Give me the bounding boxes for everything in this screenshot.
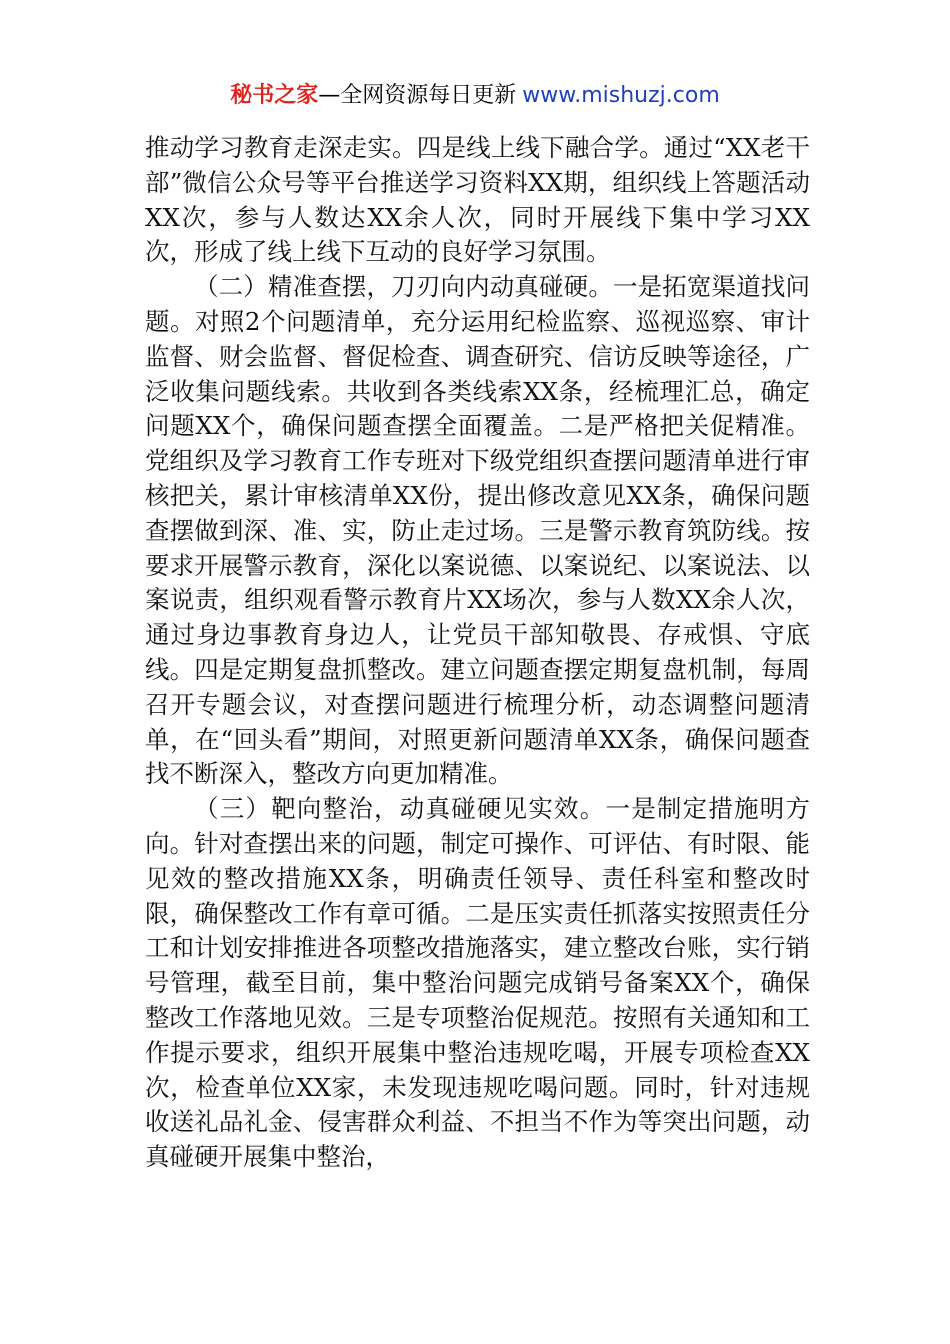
- paragraph-continuation: 推动学习教育走深走实。四是线上线下融合学。通过“XX老干部”微信公众号等平台推送学习资料XX期，组织线上答题活动XX次，参与人数达XX余人次，同时开展线下集中学习XX次，形成了线上线下互动的良好学习氛围。: [145, 133, 810, 267]
- site-url-link[interactable]: www.mishuzj.com: [522, 83, 720, 108]
- paragraph-section-two: （二）精准查摆，刀刃向内动真碰硬。一是拓宽渠道找问题。对照2个问题清单，充分运用纪检监察、巡视巡察、审计监督、财会监督、督促检查、调查研究、信访反映等途径，广泛收集问题线索。共收到各类线索XX条，经梳理汇总，确定问题XX个，确保问题查摆全面覆盖。二是严格把关促精准。党组织及学习教育工作专班对下级党组织查摆问题清单进行审核把关，累计审核清单XX份，提出修改意见XX条，确保问题查摆做到深、准、实，防止走过场。三是警示教育筑防线。按要求开展警示教育，深化以案说德、以案说纪、以案说法、以案说责，组织观看警示教育片XX场次，参与人数XX余人次，通过身边事教育身边人，让党员干部知敬畏、存戒惧、守底线。四是定期复盘抓整改。建立问题查摆定期复盘机制，每周召开专题会议，对查摆问题进行梳理分析，动态调整问题清单，在“回头看”期间，对照更新问题清单XX条，确保问题查找不断深入，整改方向更加精准。: [145, 272, 810, 789]
- site-header: [0, 80, 950, 112]
- paragraph-section-three: （三）靶向整治，动真碰硬见实效。一是制定措施明方向。针对查摆出来的问题，制定可操作、可评估、有时限、能见效的整改措施XX条，明确责任领导、责任科室和整改时限，确保整改工作有章可循。二是压实责任抓落实按照责任分工和计划安排推进各项整改措施落实，建立整改台账，实行销号管理，截至目前，集中整治问题完成销号备案XX个，确保整改工作落地见效。三是专项整治促规范。按照有关通知和工作提示要求，组织开展集中整治违规吃喝，开展专项检查XX次，检查单位XX家，未发现违规吃喝问题。同时，针对违规收送礼品礼金、侵害群众利益、不担当不作为等突出问题，动真碰硬开展集中整治，: [145, 794, 810, 1172]
- document-body: [145, 131, 810, 1175]
- site-name: 秘书之家: [230, 83, 319, 108]
- site-tagline: —全网资源每日更新: [318, 83, 517, 108]
